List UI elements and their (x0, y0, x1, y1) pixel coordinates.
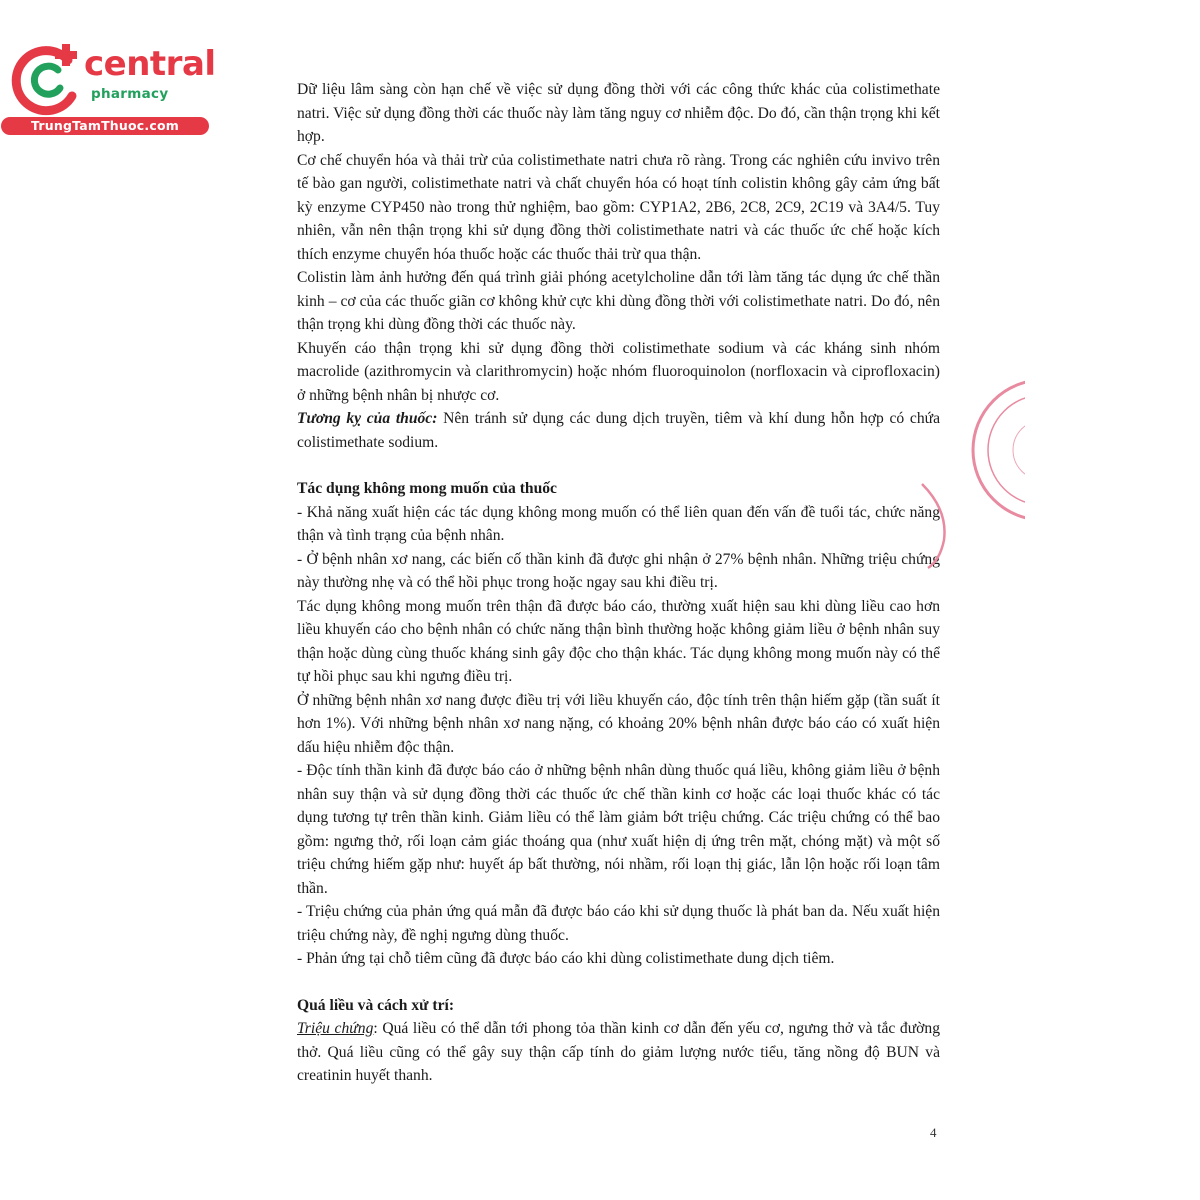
paragraph: Cơ chế chuyển hóa và thải trừ của colistimethate natri chưa rõ ràng. Trong các nghiên cứu invivo trên tế bào gan người, colistimethate natri và chất chuyển hóa có hoạt tính colistin không gây cảm ứng bất kỳ enzyme CYP450 nào trong thử nghiệm, bao gồm: CYP1A2, 2B6, 2C8, 2C9, 2C19 và 3A4/5. Tuy nhiên, vẫn nên thận trọng khi sử dụng đồng thời colistimethate natri và các thuốc ức chế hoặc kích thích enzyme chuyển hóa thuốc hoặc các thuốc thải trừ qua thận. (297, 151, 940, 263)
company-seal-stamp (965, 375, 1025, 525)
adverse-paragraph: - Độc tính thần kinh đã được báo cáo ở những bệnh nhân dùng thuốc quá liều, không giảm liều ở bệnh nhân suy thận và sử dụng đồng thời các thuốc ức chế thần kinh cơ hoặc các loại thuốc khác có tác dụng tương tự trên thần kinh. Giảm liều có thể làm giảm bớt triệu chứng. Các triệu chứng có thể bao gồm: ngưng thở, rối loạn cảm giác thoáng qua (như xuất hiện dị ứng trên mặt, chóng mặt) và một số triệu chứng hiếm gặp như: huyết áp bất thường, nói nhầm, rối loạn thị giác, lẫn lộn hoặc rối loạn tâm thần. (297, 762, 940, 897)
signature-stamp-mark (920, 480, 960, 570)
incompatibility-text: Nên tránh sử dụng các dung dịch truyền, tiêm và khí dung hỗn hợp có chứa colistimethate sodium. (297, 410, 940, 451)
adverse-paragraph: Ở những bệnh nhân xơ nang được điều trị với liều khuyến cáo, độc tính trên thận hiếm gặp (tần suất ít hơn 1%). Với những bệnh nhân xơ nang nặng, có khoảng 20% bệnh nhân được báo cáo có xuất hiện dấu hiệu nhiễm độc thận. (297, 691, 940, 756)
adverse-paragraph: - Triệu chứng của phản ứng quá mẫn đã được báo cáo khi sử dụng thuốc là phát ban da. Nếu xuất hiện triệu chứng này, đề nghị ngưng dùng thuốc. (297, 903, 940, 944)
brand-subtitle: pharmacy (91, 86, 169, 102)
paragraph: Khuyến cáo thận trọng khi sử dụng đồng thời colistimethate sodium và các kháng sinh nhóm macrolide (azithromycin và clarithromycin) hoặc nhóm fluoroquinolon (norfloxacin và ciprofloxacin) ở những bệnh nhân bị nhược cơ. (297, 339, 940, 404)
overdose-paragraph (297, 1017, 940, 1088)
incompatibility-paragraph (297, 407, 940, 454)
adverse-paragraph: - Khả năng xuất hiện các tác dụng không mong muốn có thể liên quan đến vấn đề tuổi tác, chức năng thận và tình trạng của bệnh nhân. (297, 503, 940, 544)
paragraph: Dữ liệu lâm sàng còn hạn chế về việc sử dụng đồng thời với các công thức khác của colistimethate natri. Việc sử dụng đồng thời các thuốc này làm tăng nguy cơ nhiễm độc. Do đó, cần thận trọng khi kết hợp. (297, 81, 940, 145)
incompatibility-lead: Tương kỵ của thuốc: (297, 410, 438, 427)
adverse-paragraph: - Ở bệnh nhân xơ nang, các biến cố thần kinh đã được ghi nhận ở 27% bệnh nhân. Những triệu chứng này thường nhẹ và có thể hồi phục trong hoặc ngay sau khi điều trị. (297, 550, 940, 591)
adverse-paragraph: - Phản ứng tại chỗ tiêm cũng đã được báo cáo khi dùng colistimethate dung dịch tiêm. (297, 950, 835, 967)
page-number: 4 (930, 1125, 937, 1140)
paragraph: Colistin làm ảnh hưởng đến quá trình giải phóng acetylcholine dẫn tới làm tăng tác dụng ức chế thần kinh – cơ của các thuốc giãn cơ không khử cực khi dùng đồng thời với colistimethate natri. Do đó, nên thận trọng khi dùng đồng thời các thuốc này. (297, 269, 940, 333)
section-heading-overdose: Quá liều và cách xử trí: (297, 996, 455, 1014)
adverse-paragraph: Tác dụng không mong muốn trên thận đã được báo cáo, thường xuất hiện sau khi dùng liều cao hơn liều khuyến cáo cho bệnh nhân có chức năng thận bình thường hoặc không giảm liều ở bệnh nhân suy thận hoặc dùng cùng thuốc kháng sinh gây độc cho thận khác. Tác dụng không mong muốn này có thể tự hồi phục sau khi ngưng điều trị. (297, 597, 940, 685)
overdose-text: : Quá liều có thể dẫn tới phong tỏa thần kinh cơ dẫn đến yếu cơ, ngưng thở và tắc đường thở. Quá liều cũng có thể gây suy thận cấp tính do giảm lượng nước tiểu, tăng nồng độ BUN và creatinin huyết thanh. (297, 1020, 940, 1084)
section-heading-adverse: Tác dụng không mong muốn của thuốc (297, 480, 557, 497)
document-body (297, 78, 940, 1088)
overdose-lead: Triệu chứng (297, 1020, 374, 1037)
pharmacy-cross-icon (10, 38, 90, 118)
brand-name: central (84, 44, 216, 84)
site-badge[interactable]: TrungTamThuoc.com (1, 117, 209, 135)
